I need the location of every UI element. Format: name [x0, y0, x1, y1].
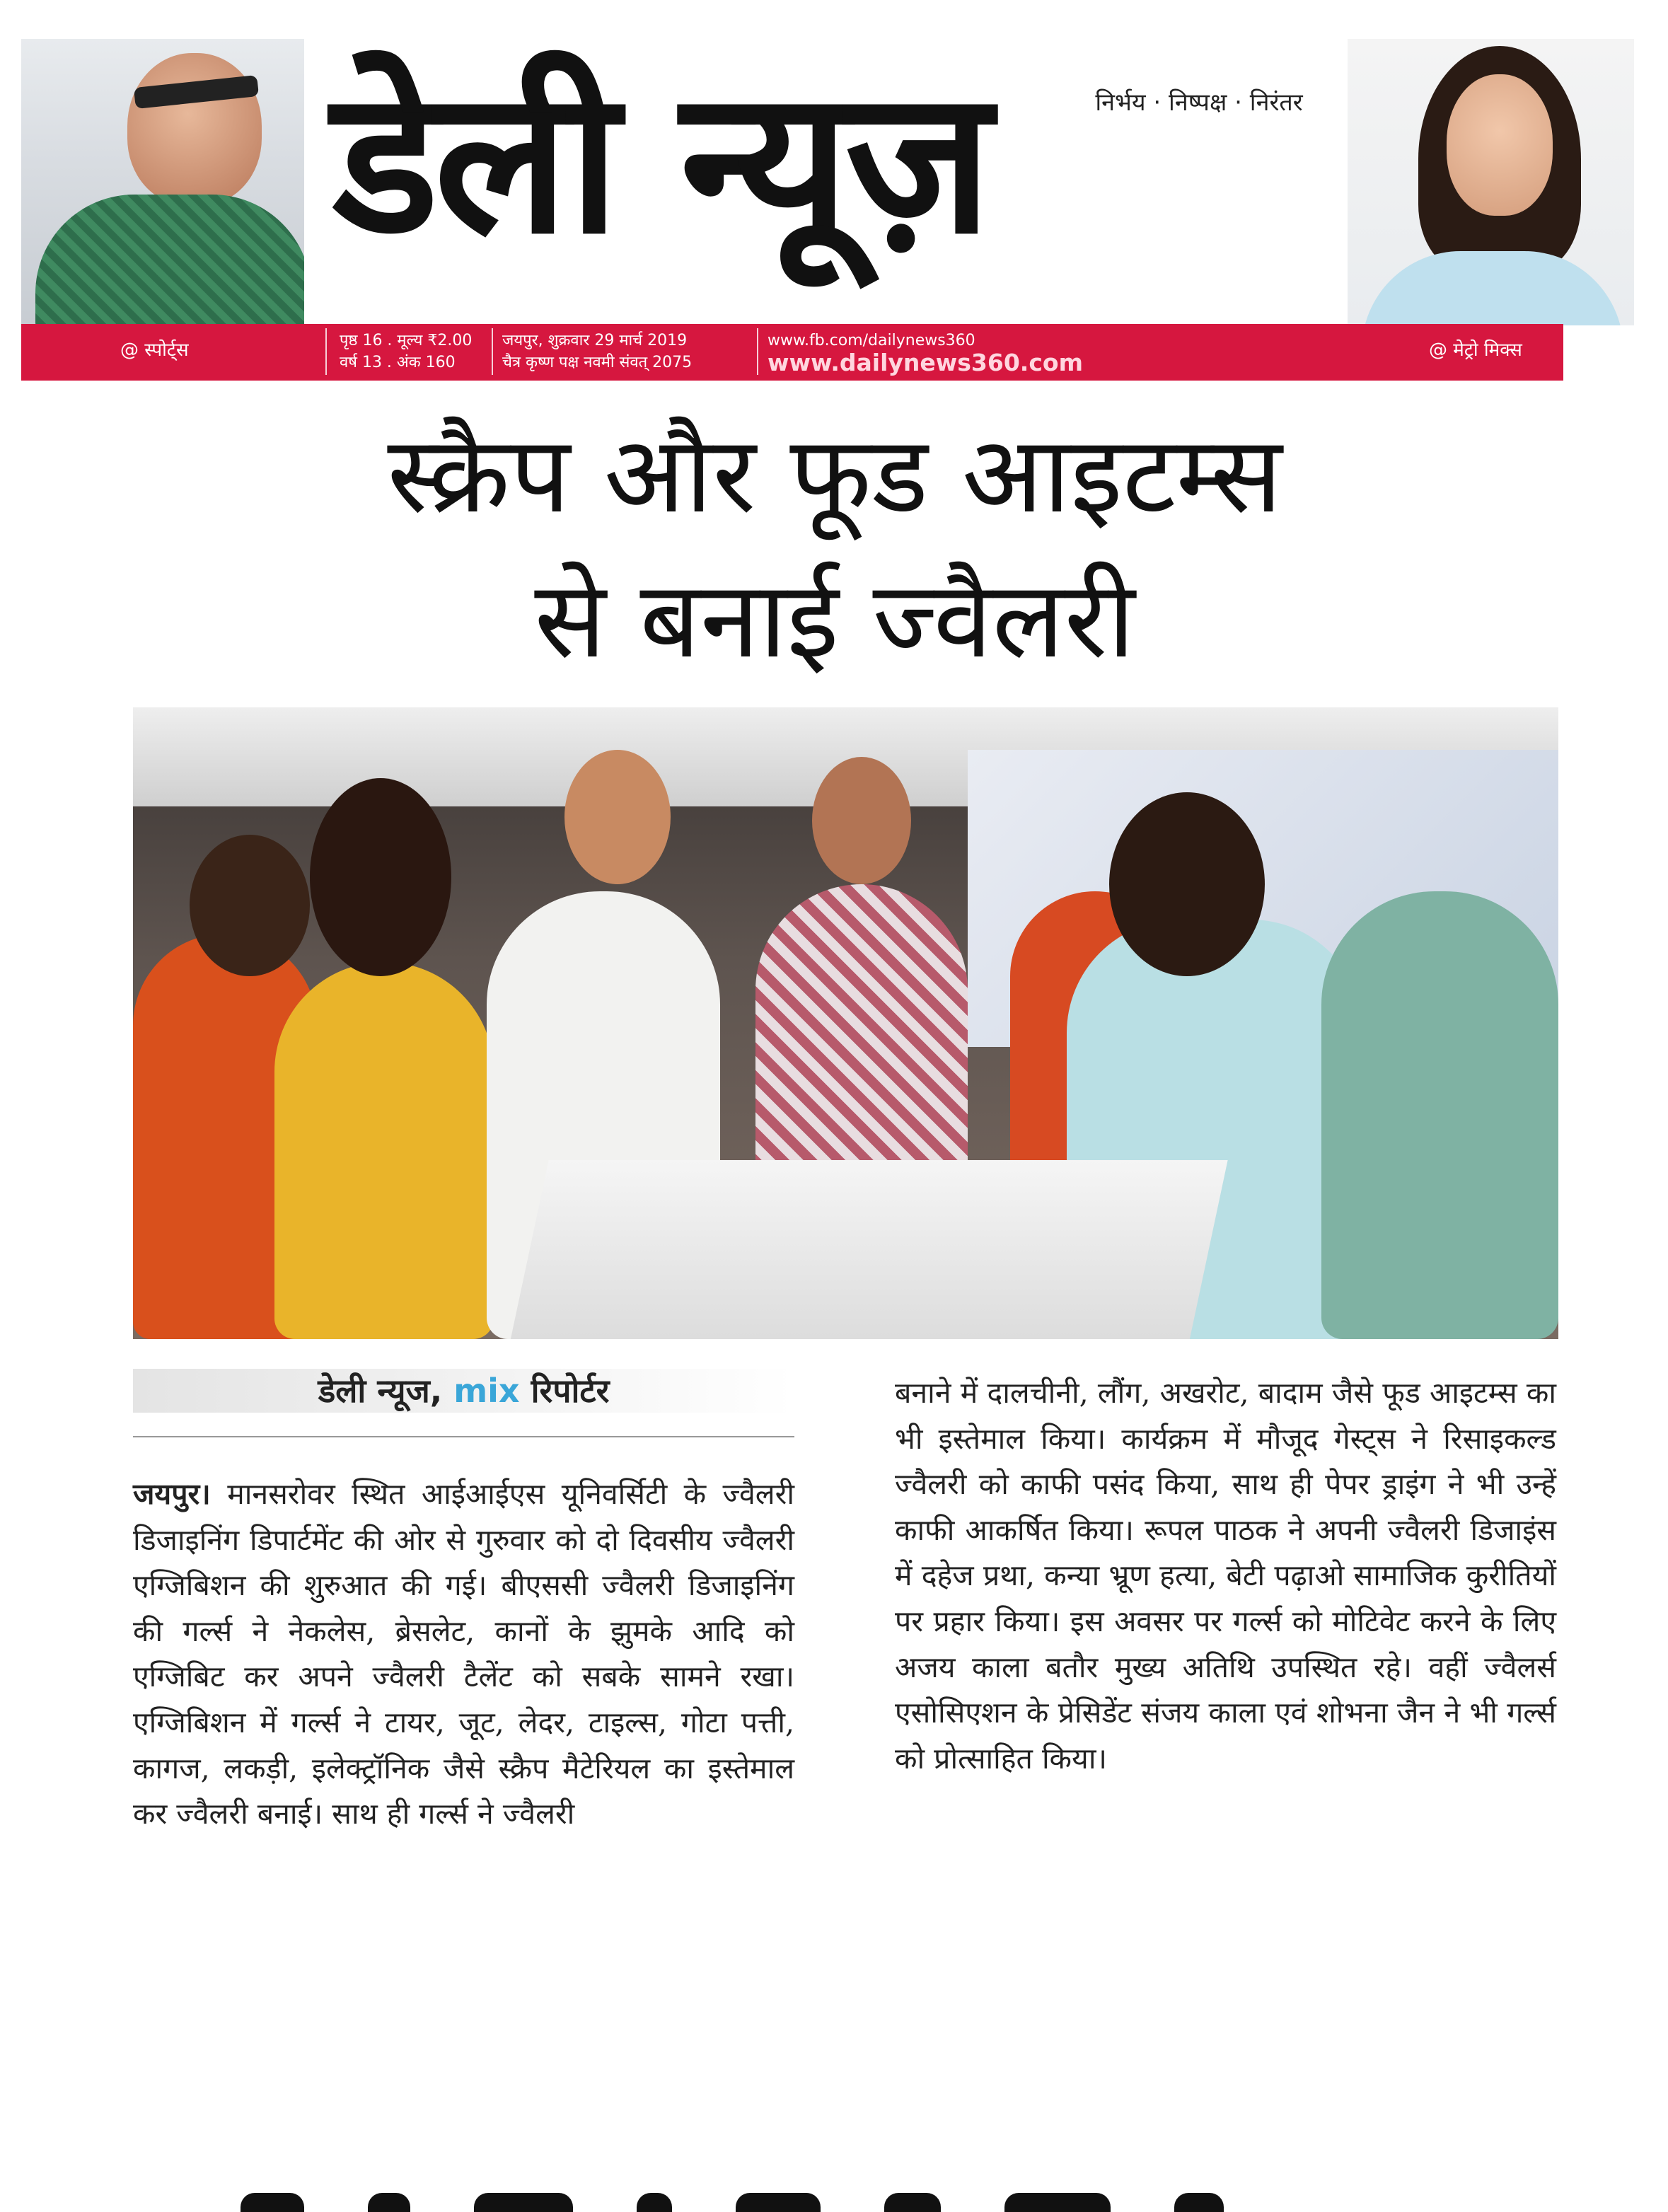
byline-mix: mix	[453, 1372, 520, 1410]
article-body-left: मानसरोवर स्थित आईआईएस यूनिवर्सिटी के ज्वैलरी डिजाइनिंग डिपार्टमेंट की ओर से गुरुवार को दो दिवसीय ज्वैलरी एग्जिबिशन की शुरुआत की गई। बीएससी ज्वैलरी डिजाइनिंग की गर्ल्स ने नेकलेस, ब्रेसलेट, कानों के झुमके आदि को एग्जिबिट कर अपने ज्वैलरी टैलेंट को सबके सामने रखा। एग्जिबिशन में गर्ल्स ने टायर, जूट, लेदर, टाइल्स, गोटा पत्ती, कागज, लकड़ी, इलेक्ट्रॉनिक जैसे स्क्रैप मैटेरियल का इस्तेमाल कर ज्वैलरी बनाई। साथ ही गर्ल्स ने ज्वैलरी	[133, 1477, 794, 1831]
metro-mix-tag: @ मेट्रो मिक्स	[1429, 340, 1522, 361]
photo-girl-green	[1321, 891, 1558, 1339]
photo-person-head	[310, 778, 451, 976]
headline-line-2: से बनाई ज्वैलरी	[534, 559, 1135, 682]
newspaper-logo: डेली न्यूज़	[332, 47, 988, 278]
info-strip	[21, 324, 1563, 381]
dateline: जयपुर।	[133, 1477, 211, 1511]
photo-jewelry-table	[509, 1160, 1227, 1339]
byline	[133, 1369, 794, 1413]
sports-tag: @ स्पोर्ट्स	[120, 340, 189, 361]
photo-person-yellow	[274, 962, 494, 1339]
headline-line-1: स्क्रैप और फूड आइटम्स	[387, 414, 1282, 537]
sports-player-photo	[21, 39, 304, 325]
article-headline	[92, 403, 1577, 693]
byline-suffix: रिपोर्टर	[531, 1372, 610, 1410]
photo-person-head	[564, 750, 671, 884]
issue-date: जयपुर, शुक्रवार 29 मार्च 2019	[502, 332, 688, 349]
issue-hindu-date: चैत्र कृष्ण पक्ष नवमी संवत् 2075	[502, 354, 693, 371]
byline-prefix: डेली न्यूज,	[318, 1372, 443, 1410]
exhibition-photo	[133, 707, 1558, 1339]
issue-volume: वर्ष 13 . अंक 160	[340, 354, 456, 371]
facebook-url[interactable]: www.fb.com/dailynews360	[768, 332, 975, 349]
photo-person-head	[190, 835, 310, 976]
issue-price: पृष्ठ 16 . मूल्य ₹2.00	[340, 332, 473, 349]
actress-face	[1447, 74, 1553, 216]
masthead	[0, 0, 1668, 382]
player-shirt	[35, 195, 304, 325]
photo-person-head	[812, 757, 911, 884]
website-url[interactable]: www.dailynews360.com	[768, 349, 1083, 376]
strip-divider	[325, 328, 327, 375]
strip-divider	[492, 328, 493, 375]
tagline: निर्भय · निष्पक्ष · निरंतर	[1095, 88, 1303, 117]
next-headline-cutoff	[241, 2193, 1585, 2212]
article-body-right: बनाने में दालचीनी, लौंग, अखरोट, बादाम जैसे फूड आइटम्स का भी इस्तेमाल किया। कार्यक्रम में मौजूद गेस्ट्स ने रिसाइकल्ड ज्वैलरी को काफी पसंद किया, साथ ही पेपर ड्राइंग ने भी उन्हें काफी आकर्षित किया। रूपल पाठक ने अपनी ज्वैलरी डिजाइंस में दहेज प्रथा, कन्या भ्रूण हत्या, बेटी पढ़ाओ सामाजिक कुरीतियों पर प्रहार किया। इस अवसर पर गर्ल्स को मोटिवेट करने के लिए अजय काला बतौर मुख्य अतिथि उपस्थित रहे। वहीं ज्वैलर्स एसोसिएशन के प्रेसिडेंट संजय काला एवं शोभना जैन ने भी गर्ल्स को प्रोत्साहित किया।	[895, 1376, 1556, 1776]
article-column-right	[895, 1370, 1556, 1781]
metro-mix-actress-photo	[1348, 39, 1634, 325]
actress-top	[1362, 251, 1623, 325]
strip-divider	[757, 328, 758, 375]
photo-person-head	[1109, 792, 1265, 976]
article-column-left	[133, 1471, 794, 1837]
byline-rule	[133, 1436, 794, 1437]
